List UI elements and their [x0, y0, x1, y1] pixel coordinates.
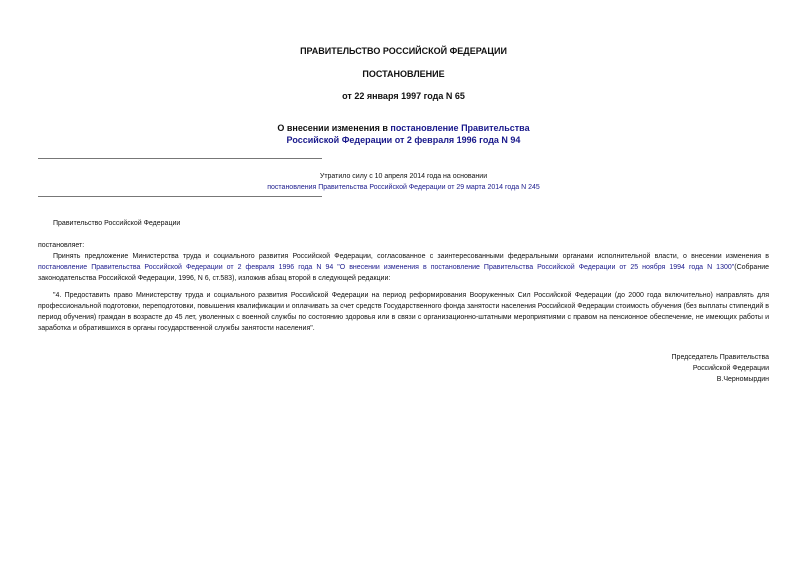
- signature-block: [569, 352, 769, 385]
- document-title: [0, 122, 807, 146]
- expiry-notice-text: Утратило силу с 10 апреля 2014 года на основании: [319, 173, 488, 180]
- signature-country: Российской Федерации: [692, 365, 769, 372]
- signature-title: Председатель Правительства: [671, 354, 769, 361]
- expiry-notice-link[interactable]: постановления Правительства Российской Федерации от 29 марта 2014 года N 245: [267, 184, 540, 191]
- paragraph-1-link[interactable]: постановление Правительства Российской Федерации от 2 февраля 1996 года N 94 "О внесении изменения в постановление Правительства Российской Федерации от 25 ноября 1994 года N 1300": [38, 264, 735, 271]
- document-type-heading: ПОСТАНОВЛЕНИЕ: [362, 69, 445, 79]
- document-date: от 22 января 1997 года N 65: [342, 91, 465, 101]
- signature-name: В.Черномырдин: [716, 376, 769, 383]
- title-prefix: О внесении изменения в: [277, 123, 388, 133]
- divider-top: [38, 158, 322, 159]
- issuer-text: Правительство Российской Федерации: [53, 220, 181, 227]
- expiry-notice: [0, 171, 807, 193]
- paragraph-1: [38, 251, 769, 284]
- paragraph-2: "4. Предоставить право Министерству труда и социального развития Российской Федерации на период реформирования Вооруженных Сил Российской Федерации (до 2000 года включительно) направлять для профессиональной подготовки, переподготовки, повышения квалификации и оплачивать за счет средств Государственного фонда занятости населения Российской Федерации стоимость обучения (без выплаты стипендий в период обучения) граждан в возрасте до 45 лет, уволенных с военной службы по состоянию здоровья или в связи с организационно-штатными мероприятиями с правом на пенсионное обеспечение, не имеющих работы и заработка и обратившихся в органы государственной службы занятости населения".: [38, 292, 769, 332]
- paragraph-1-start: Принять предложение Министерства труда и социального развития Российской Федерации, согласованное с заинтересованными федеральными органами исполнительной власти, о внесении изменения в: [53, 253, 769, 260]
- government-heading: ПРАВИТЕЛЬСТВО РОССИЙСКОЙ ФЕДЕРАЦИИ: [300, 46, 507, 56]
- divider-bottom: [38, 196, 322, 197]
- resolves-text: постановляет:: [38, 242, 85, 249]
- title-link-part2[interactable]: Российской Федерации от 2 февраля 1996 года N 94: [286, 135, 521, 145]
- title-link-part1[interactable]: постановление Правительства: [390, 123, 530, 133]
- paragraph-1-end: (Собрание законодательства Российской Федерации, 1996, N 6, ст.583), изложив абзац второй в следующей редакции:: [38, 264, 769, 282]
